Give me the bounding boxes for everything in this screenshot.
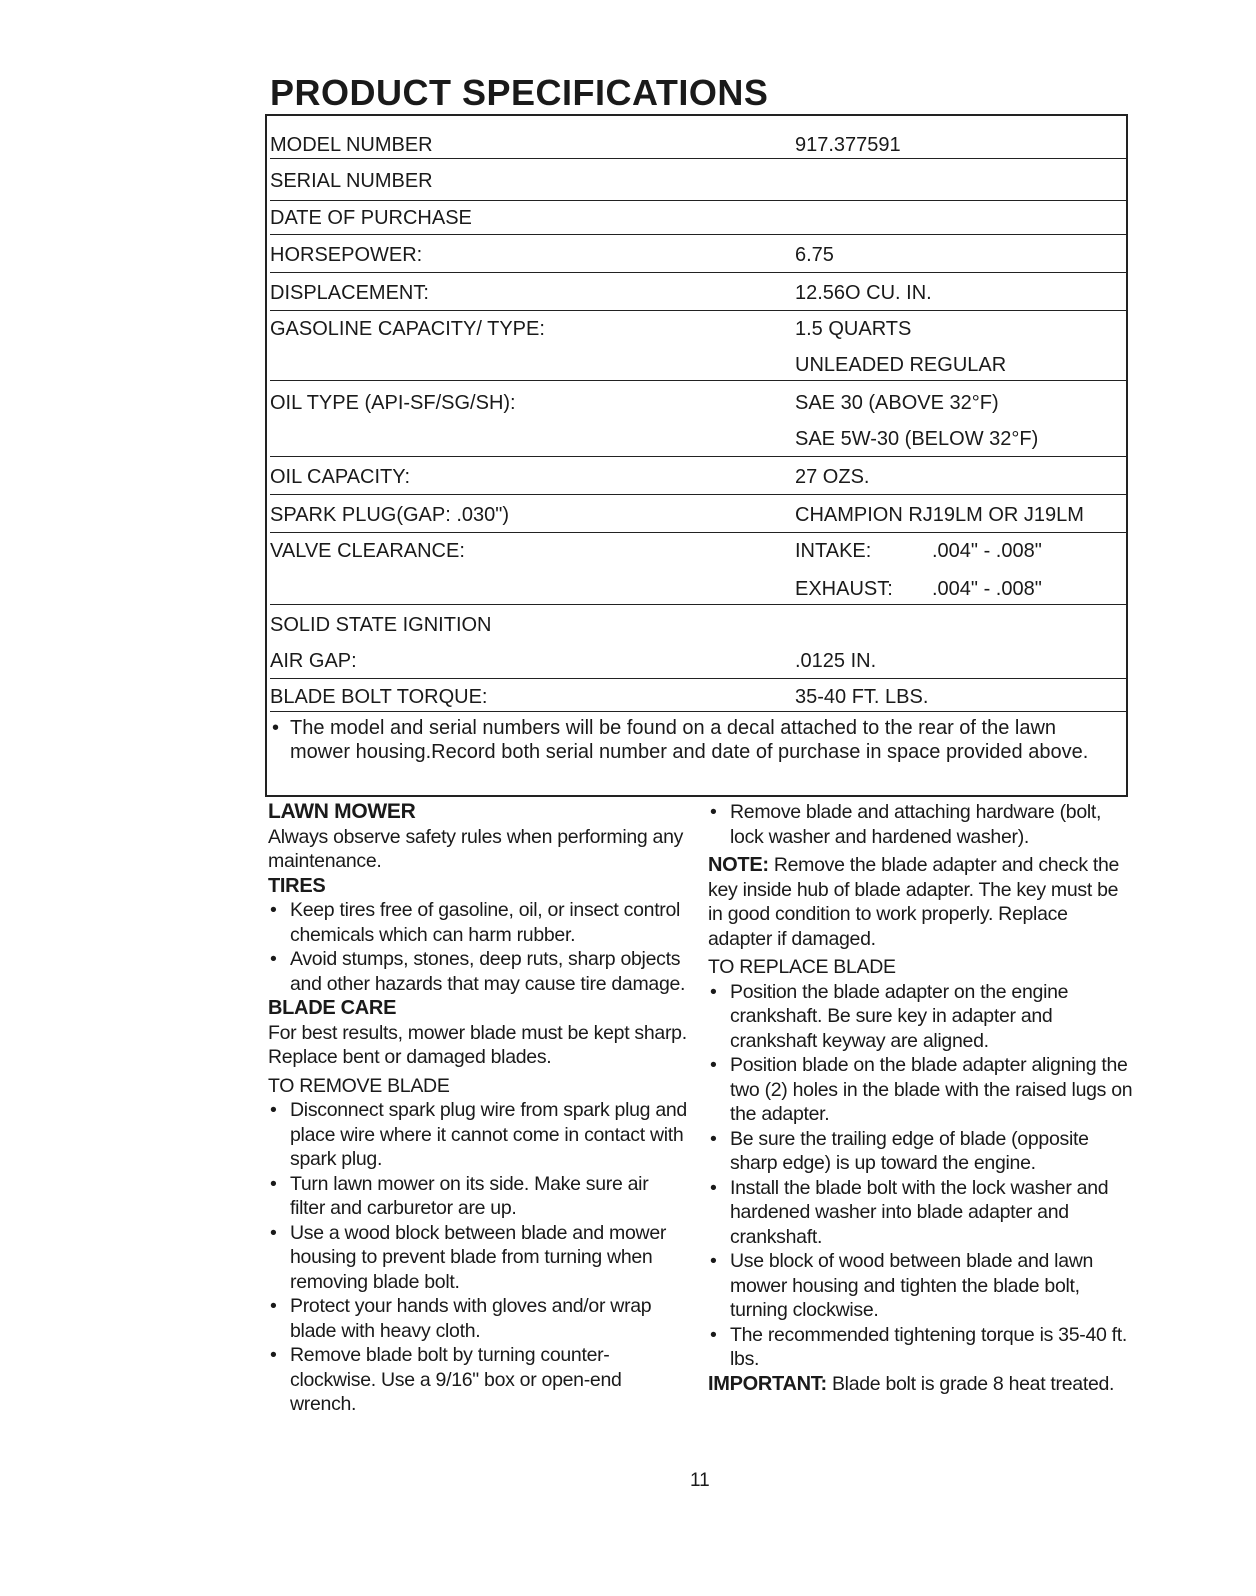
row-divider — [270, 380, 1128, 381]
row-divider — [270, 604, 1128, 605]
bullet-icon: • — [710, 1323, 717, 1346]
note-paragraph — [708, 853, 1133, 951]
spark-plug-label: SPARK PLUG(GAP: .030") — [270, 504, 510, 526]
model-number-label: MODEL NUMBER — [270, 134, 433, 156]
row-divider — [270, 234, 1128, 235]
oil-type-label: OIL TYPE (API-SF/SG/SH): — [270, 392, 516, 414]
valve-exhaust-value: .004" - .008" — [932, 578, 1042, 600]
intro-text: Always observe safety rules when performing any maintenance. — [268, 825, 684, 872]
bullet-icon: • — [710, 801, 717, 823]
row-divider — [270, 310, 1128, 311]
list-item: • Remove blade and attaching hardware (bolt, lock washer and hardened washer). — [710, 801, 1102, 848]
bullet-icon: • — [272, 717, 280, 739]
air-gap-label: AIR GAP: — [270, 650, 357, 672]
bullet-icon: • — [710, 1176, 717, 1199]
bullet-icon: • — [270, 1172, 277, 1195]
list-item: • Position the blade adapter on the engine crankshaft. Be sure key in adapter and crankshaft keyway are aligned. — [710, 980, 1069, 1052]
important-paragraph — [708, 1372, 1133, 1397]
displacement-value: 12.56O CU. IN. — [795, 282, 932, 304]
bullet-icon: • — [270, 899, 277, 921]
list-item: • The recommended tightening torque is 35-40 ft. lbs. — [710, 1323, 1128, 1370]
list-item: • Use block of wood between blade and lawn mower housing and tighten the blade bolt, turning clockwise. — [710, 1250, 1094, 1321]
blade-bolt-torque-label: BLADE BOLT TORQUE: — [270, 686, 488, 708]
replace-blade-heading: TO REPLACE BLADE — [708, 956, 896, 978]
valve-intake-value: .004" - .008" — [932, 540, 1042, 562]
oil-type-value-above: SAE 30 (ABOVE 32°F) — [795, 392, 999, 414]
date-of-purchase-label: DATE OF PURCHASE — [270, 207, 472, 229]
air-gap-value: .0125 IN. — [795, 650, 877, 672]
oil-type-value-below: SAE 5W-30 (BELOW 32°F) — [795, 428, 1039, 450]
list-item: • Avoid stumps, stones, deep ruts, sharp objects and other hazards that may cause tire damage. — [270, 948, 686, 995]
bullet-icon: • — [270, 1344, 277, 1366]
tires-heading: TIRES — [268, 874, 326, 897]
displacement-label: DISPLACEMENT: — [270, 282, 429, 304]
horsepower-label: HORSEPOWER: — [270, 244, 423, 266]
list-item: • Keep tires free of gasoline, oil, or insect control chemicals which can harm rubber. — [270, 899, 681, 946]
row-divider — [270, 456, 1128, 457]
page-number: 11 — [690, 1470, 710, 1491]
valve-intake-label: INTAKE: — [795, 540, 872, 562]
list-item: • Turn lawn mower on its side. Make sure air filter and carburetor are up. — [270, 1172, 649, 1219]
important-label: IMPORTANT: — [708, 1372, 827, 1395]
list-item: • Install the blade bolt with the lock washer and hardened washer into blade adapter and crankshaft. — [710, 1176, 1109, 1248]
bullet-icon: • — [270, 1221, 277, 1244]
model-number-value: 917.377591 — [795, 134, 901, 156]
row-divider — [270, 532, 1128, 533]
row-divider — [270, 272, 1128, 273]
bullet-icon: • — [710, 1127, 717, 1150]
list-item: • Be sure the trailing edge of blade (opposite sharp edge) is up toward the engine. — [710, 1127, 1089, 1174]
row-divider — [270, 678, 1128, 679]
serial-number-note — [272, 716, 1112, 764]
serial-number-label: SERIAL NUMBER — [270, 170, 433, 192]
spark-plug-value: CHAMPION RJ19LM OR J19LM — [795, 504, 1084, 526]
right-column — [708, 800, 1133, 1396]
note-body: Remove the blade adapter and check the key inside hub of blade adapter. The key must be in good condition to work properly. Replace adapter if damaged. — [708, 854, 1120, 950]
row-divider — [270, 158, 1128, 159]
blade-care-text: For best results, mower blade must be kept sharp. Replace bent or damaged blades. — [268, 1021, 687, 1068]
bullet-icon: • — [270, 948, 277, 970]
row-divider — [270, 200, 1128, 201]
remove-blade-heading: TO REMOVE BLADE — [268, 1074, 450, 1097]
note-label: NOTE: — [708, 854, 769, 876]
bullet-icon: • — [710, 1250, 717, 1272]
bullet-icon: • — [710, 1054, 717, 1076]
list-item: • Remove blade bolt by turning counter-clockwise. Use a 9/16" box or open-end wrench. — [270, 1344, 622, 1415]
bullet-icon: • — [270, 1295, 277, 1317]
note-text: The model and serial numbers will be found on a decal attached to the rear of the lawn mower housing.Record both serial number and date of purchase in space provided above. — [290, 717, 1089, 763]
row-divider — [270, 711, 1128, 712]
list-item: • Use a wood block between blade and mower housing to prevent blade from turning when removing blade bolt. — [270, 1221, 667, 1293]
valve-clearance-label: VALVE CLEARANCE: — [270, 540, 465, 562]
solid-state-ignition-label: SOLID STATE IGNITION — [270, 614, 492, 636]
bullet-icon: • — [270, 1099, 277, 1121]
blade-care-heading: BLADE CARE — [268, 997, 397, 1019]
blade-bolt-torque-value: 35-40 FT. LBS. — [795, 686, 929, 708]
row-divider — [270, 494, 1128, 495]
bullet-icon: • — [710, 980, 717, 1003]
horsepower-value: 6.75 — [795, 244, 834, 266]
valve-exhaust-label: EXHAUST: — [795, 578, 893, 600]
gasoline-type-value: UNLEADED REGULAR — [795, 354, 1007, 376]
lawn-mower-heading: LAWN MOWER — [268, 800, 416, 823]
list-item: • Position blade on the blade adapter aligning the two (2) holes in the blade with the raised lugs on the adapter. — [710, 1054, 1133, 1125]
list-item: • Disconnect spark plug wire from spark plug and place wire where it cannot come in contact with spark plug. — [270, 1099, 687, 1170]
oil-capacity-value: 27 OZS. — [795, 466, 870, 488]
important-body: Blade bolt is grade 8 heat treated. — [826, 1372, 1115, 1395]
gasoline-capacity-label: GASOLINE CAPACITY/ TYPE: — [270, 318, 545, 340]
gasoline-capacity-value: 1.5 QUARTS — [795, 318, 912, 340]
left-column — [268, 800, 688, 1417]
oil-capacity-label: OIL CAPACITY: — [270, 466, 411, 488]
list-item: • Protect your hands with gloves and/or wrap blade with heavy cloth. — [270, 1295, 652, 1342]
page-title: PRODUCT SPECIFICATIONS — [270, 72, 769, 113]
